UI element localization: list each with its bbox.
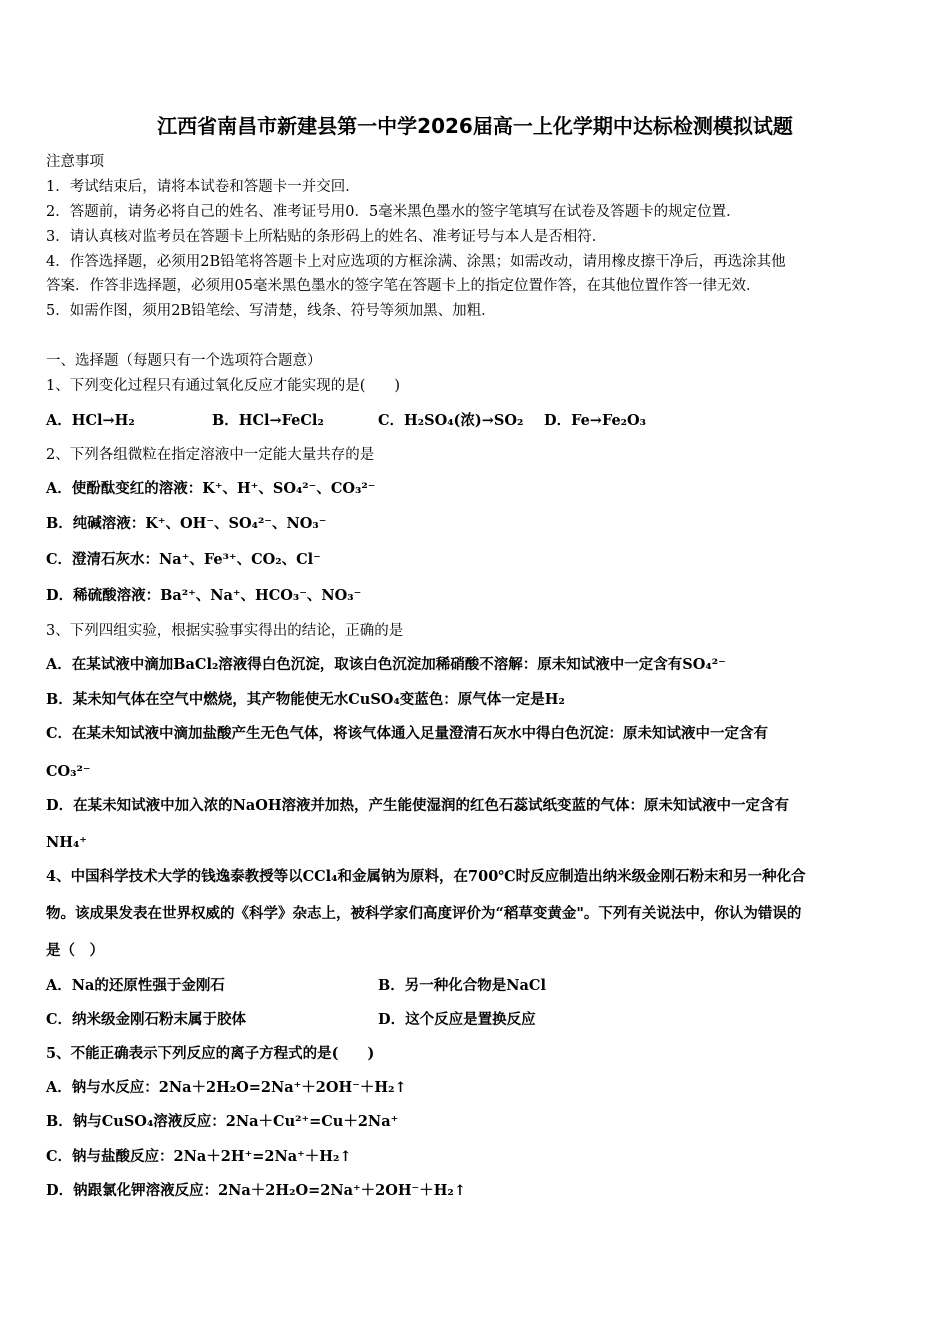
q1-b-text: HCl→FeCl₂ [238,412,324,429]
q4-stem-line1: 4、中国科学技术大学的钱逸泰教授等以CCl₄和金属钠为原料，在700℃时反应制造出纳米级金刚石粉末和另一种化合 [46,868,806,885]
q2-stem: 2、下列各组微粒在指定溶液中一定能大量共存的是 [46,447,375,463]
q3-stem: 3、下列四组实验，根据实验事实得出的结论，正确的是 [46,623,404,639]
page-title: 江西省南昌市新建县第一中学2026届高一上化学期中达标检测模拟试题 [157,114,793,138]
q2-option-c: C．澄清石灰水：Na⁺、Fe³⁺、CO₂、Cl⁻ [46,551,321,568]
q4-stem-line3: 是（ ） [46,942,104,959]
notice-item-4-cont: 答案．作答非选择题，必须用05毫米黑色墨水的签字笔在答题卡上的指定位置作答，在其他位置作答一律无效． [46,278,761,294]
q3-option-c: C．在某未知试液中滴加盐酸产生无色气体，将该气体通入足量澄清石灰水中得白色沉淀：原未知试液中一定含有 [46,725,769,742]
q5-stem: 5、不能正确表示下列反应的离子方程式的是( ) [46,1045,375,1062]
q4-stem-line2: 物。该成果发表在世界权威的《科学》杂志上，被科学家们高度评价为“稻草变黄金"。下列有关说法中，你认为错误的 [46,905,802,922]
q5-option-b: B．钠与CuSO₄溶液反应：2Na＋Cu²⁺=Cu＋2Na⁺ [46,1113,399,1130]
section-heading: 一、选择题（每题只有一个选项符合题意） [46,353,322,369]
q1-a-label: A． [46,412,72,429]
q1-c-text: H₂SO₄(浓)→SO₂ [404,412,524,429]
q1-option-c [378,411,523,431]
notice-item-2: 2．答题前，请务必将自己的姓名、准考证号用0．5毫米黑色墨水的签字笔填写在试卷及答题卡的规定位置． [46,204,741,220]
q4-option-a: A．Na的还原性强于金刚石 [46,977,225,994]
q1-d-label: D． [544,412,572,429]
q1-option-d [544,411,646,431]
q5-option-d: D．钠跟氯化钾溶液反应：2Na＋2H₂O=2Na⁺＋2OH⁻＋H₂↑ [46,1182,466,1199]
q3-option-c-cont: CO₃²⁻ [46,763,91,780]
q1-option-a [46,411,135,431]
notice-item-4: 4．作答选择题，必须用2B铅笔将答题卡上对应选项的方框涂满、涂黑；如需改动，请用橡皮擦干净后，再选涂其他 [46,254,786,270]
q1-stem: 1、下列变化过程只有通过氧化反应才能实现的是( ) [46,378,401,394]
q2-option-b: B．纯碱溶液：K⁺、OH⁻、SO₄²⁻、NO₃⁻ [46,515,327,532]
q2-option-a: A．使酚酞变红的溶液：K⁺、H⁺、SO₄²⁻、CO₃²⁻ [46,480,376,497]
q3-option-a: A．在某试液中滴加BaCl₂溶液得白色沉淀，取该白色沉淀加稀硝酸不溶解：原未知试液中一定含有SO₄²⁻ [46,656,726,673]
q1-a-text: HCl→H₂ [71,412,135,429]
q1-option-b [212,411,324,431]
q3-option-d-cont: NH₄⁺ [46,834,87,851]
notice-item-5: 5．如需作图，须用2B铅笔绘、写清楚，线条、符号等须加黑、加粗． [46,303,496,319]
notice-item-1: 1．考试结束后，请将本试卷和答题卡一并交回． [46,179,360,195]
q3-option-b: B．某未知气体在空气中燃烧，其产物能使无水CuSO₄变蓝色：原气体一定是H₂ [46,691,565,708]
q4-option-c: C．纳米级金刚石粉末属于胶体 [46,1011,247,1028]
q5-option-c: C．钠与盐酸反应：2Na＋2H⁺=2Na⁺＋H₂↑ [46,1148,352,1165]
q1-d-text: Fe→Fe₂O₃ [571,412,647,429]
q5-option-a: A．钠与水反应：2Na＋2H₂O=2Na⁺＋2OH⁻＋H₂↑ [46,1079,407,1096]
q4-option-d: D．这个反应是置换反应 [378,1011,536,1028]
q4-option-b: B．另一种化合物是NaCl [378,977,546,994]
q1-b-label: B． [212,412,239,429]
notice-item-3: 3．请认真核对监考员在答题卡上所粘贴的条形码上的姓名、准考证号与本人是否相符． [46,229,607,245]
notice-heading: 注意事项 [46,154,104,170]
q2-option-d: D．稀硫酸溶液：Ba²⁺、Na⁺、HCO₃⁻、NO₃⁻ [46,587,362,604]
q3-option-d: D．在某未知试液中加入浓的NaOH溶液并加热，产生能使湿润的红色石蕊试纸变蓝的气体：原未知试液中一定含有 [46,797,790,814]
q1-c-label: C． [378,412,405,429]
